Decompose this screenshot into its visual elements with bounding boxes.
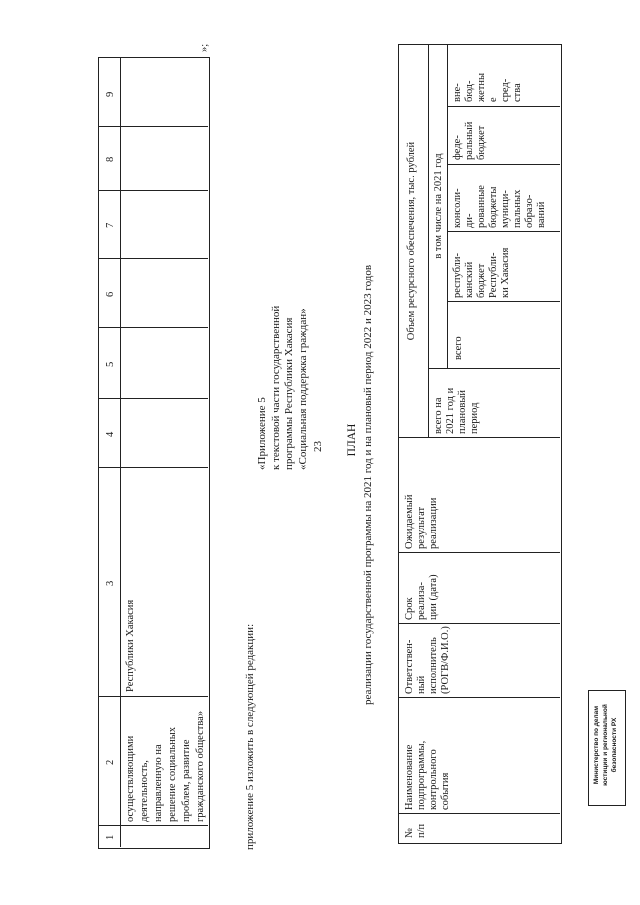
upper-cell-col3: Республики Хакасия — [125, 599, 136, 692]
upper-col-9: 9 — [105, 91, 116, 97]
col-consolidated-header: консоли- ди- рованные бюджеты муници- пальных образо- ваний — [452, 185, 547, 228]
plan-subtitle: реализации государственной программы на 2021 год и на плановый период 2022 и 2023 годов — [362, 264, 374, 706]
col-term-header: Срок реализа- ции (дата) — [404, 574, 439, 620]
col-total-period-header: всего на 2021 год и плановый период — [433, 387, 480, 434]
col-number-header: № п/п — [404, 823, 427, 838]
upper-col-7: 7 — [105, 222, 116, 228]
col-result-header: Ожидаемый результат реализации — [404, 494, 439, 549]
upper-col-1: 1 — [105, 834, 116, 840]
trailing-mark: »; — [199, 43, 210, 52]
col-total-header: всего — [453, 336, 464, 360]
upper-col-3: 3 — [105, 580, 116, 586]
col-volume-header: Объем ресурсного обеспечения, тыс. рублей — [406, 141, 417, 341]
upper-col-4: 4 — [105, 431, 116, 437]
upper-cell-col2: осуществляющими деятельность, направленную на решение социальных проблем, развитие гражданского общества» — [125, 710, 206, 822]
col-in-2021-header: в том числе на 2021 год — [433, 153, 444, 259]
page-number: 23 — [312, 441, 324, 452]
upper-col-6: 6 — [105, 291, 116, 297]
upper-col-2: 2 — [105, 759, 116, 765]
col-name-header: Наименование подпрограммы, контрольного события — [404, 740, 451, 810]
appendix-caption: «Приложение 5 к текстовой части государственной программы Республики Хакасия «Социальная поддержка граждан» — [256, 305, 309, 470]
col-republic-header: республи- канский бюджет Республи- ки Хакасия — [452, 247, 511, 298]
instruction-text: приложение 5 изложить в следующей редакции: — [244, 623, 256, 850]
ministry-stamp — [588, 690, 626, 806]
plan-title: ПЛАН — [346, 423, 358, 457]
upper-col-5: 5 — [105, 361, 116, 367]
col-federal-header: феде- ральный бюджет — [452, 121, 487, 160]
col-executor-header: Ответствен- ный исполнитель (РОГВ/Ф.И.О.) — [404, 626, 451, 694]
upper-col-8: 8 — [105, 156, 116, 162]
col-extra-header: вне- бюд- жетны е сред- ства — [452, 72, 523, 102]
stamp-text: Министерство по делам юстиции и региональной безопасности РХ — [593, 704, 618, 786]
